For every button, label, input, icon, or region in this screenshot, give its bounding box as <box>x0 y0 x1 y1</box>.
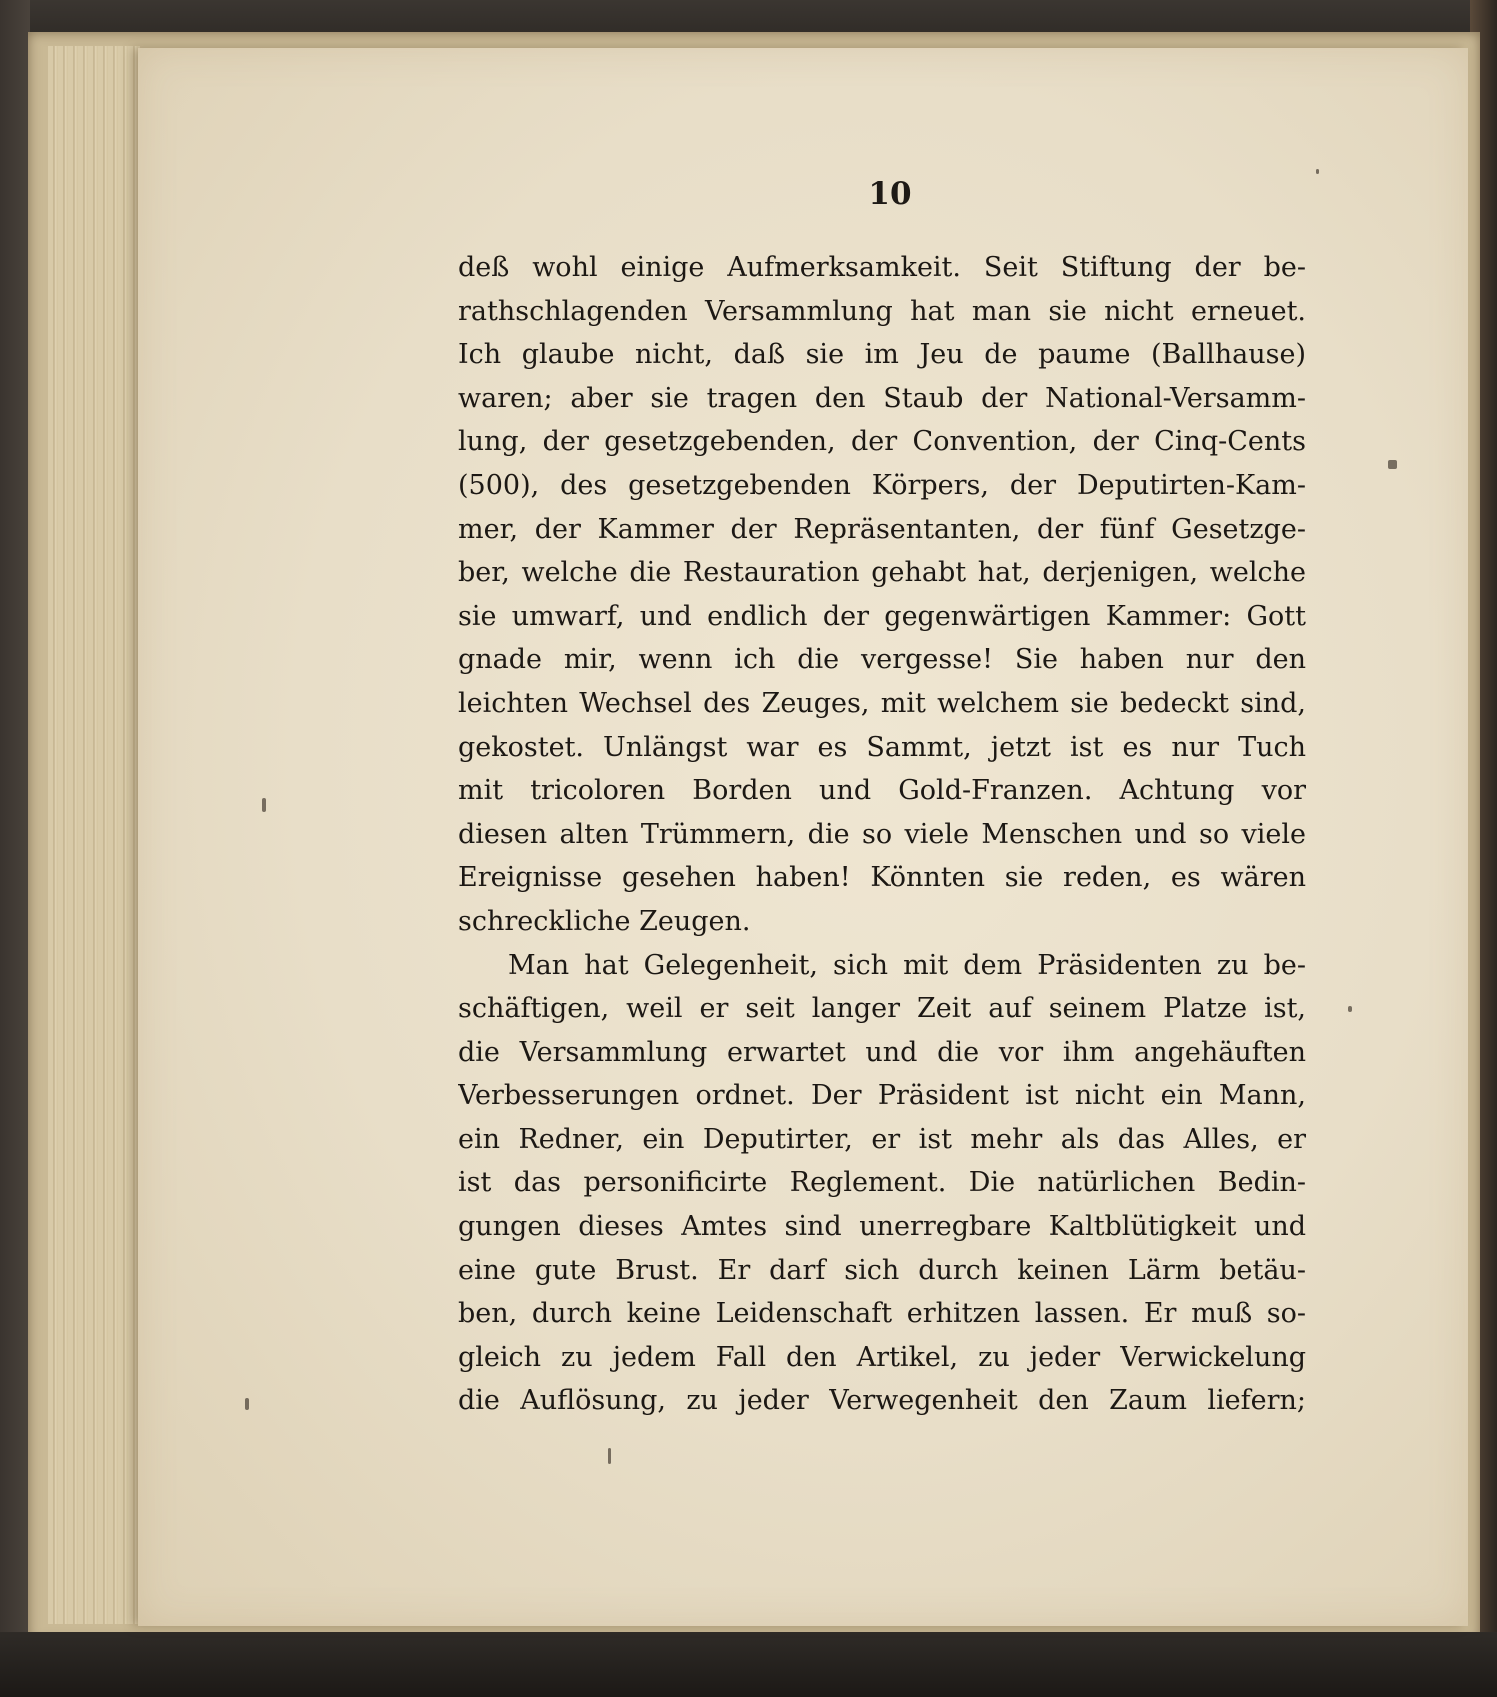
text-line: gungen dieses Amtes sind unerregbare Kaltblütigkeit und <box>458 1211 1306 1243</box>
paper-speck <box>1316 169 1319 174</box>
text-line: diesen alten Trümmern, die so viele Menschen und so viele <box>458 818 1306 850</box>
page-number: 10 <box>868 176 912 212</box>
book-cover-bottom <box>0 1632 1497 1697</box>
book-cover-left <box>0 0 30 1697</box>
text-line: ben, durch keine Leidenschaft erhitzen lassen. Er muß so- <box>458 1298 1306 1330</box>
paper-speck <box>245 1398 249 1410</box>
text-line: eine gute Brust. Er darf sich durch keinen Lärm betäu- <box>458 1254 1306 1286</box>
paper-speck <box>1348 1006 1352 1012</box>
text-line: sie umwarf, und endlich der gegenwärtigen Kammer: Gott <box>458 600 1306 632</box>
text-line: lung, der gesetzgebenden, der Convention, der Cinq-Cents <box>458 426 1306 458</box>
text-line: mer, der Kammer der Repräsentanten, der fünf Gesetzge- <box>458 513 1306 545</box>
paper-speck <box>1388 460 1397 469</box>
text-line: mit tricoloren Borden und Gold-Franzen. Achtung vor <box>458 775 1306 807</box>
text-line: ist das personificirte Reglement. Die natürlichen Bedin- <box>458 1167 1306 1199</box>
text-line: gekostet. Unlängst war es Sammt, jetzt ist es nur Tuch <box>458 731 1306 763</box>
text-line: Man hat Gelegenheit, sich mit dem Präsidenten zu be- <box>508 949 1306 981</box>
text-line: Verbesserungen ordnet. Der Präsident ist nicht ein Mann, <box>458 1080 1306 1112</box>
text-line: ein Redner, ein Deputirter, er ist mehr als das Alles, er <box>458 1123 1306 1155</box>
text-line: (500), des gesetzgebenden Körpers, der Deputirten-Kam- <box>458 469 1306 501</box>
text-line: Ereignisse gesehen haben! Könnten sie reden, es wären <box>458 862 1306 894</box>
text-line: leichten Wechsel des Zeuges, mit welchem sie bedeckt sind, <box>458 687 1306 719</box>
paper-speck <box>608 1448 611 1464</box>
text-line: deß wohl einige Aufmerksamkeit. Seit Stiftung der be- <box>458 252 1306 283</box>
text-line: die Versammlung erwartet und die vor ihm angehäuften <box>458 1036 1306 1068</box>
text-line: waren; aber sie tragen den Staub der National-Versamm- <box>458 382 1306 414</box>
page-stack-left-edges <box>48 46 140 1624</box>
text-line: rathschlagenden Versammlung hat man sie nicht erneuet. <box>458 295 1306 327</box>
text-line: Ich glaube nicht, daß sie im Jeu de paume (Ballhause) <box>458 339 1306 371</box>
text-line: schäftigen, weil er seit langer Zeit auf seinem Platze ist, <box>458 993 1306 1025</box>
text-line: schreckliche Zeugen. <box>458 905 751 937</box>
text-line: gnade mir, wenn ich die vergesse! Sie haben nur den <box>458 644 1306 676</box>
body-text <box>458 246 1306 1423</box>
text-line: ber, welche die Restauration gehabt hat, derjenigen, welche <box>458 557 1306 589</box>
text-line: die Auflösung, zu jeder Verwegenheit den Zaum liefern; <box>458 1385 1306 1417</box>
paper-speck <box>262 798 266 812</box>
text-line: gleich zu jedem Fall den Artikel, zu jeder Verwickelung <box>458 1341 1306 1373</box>
